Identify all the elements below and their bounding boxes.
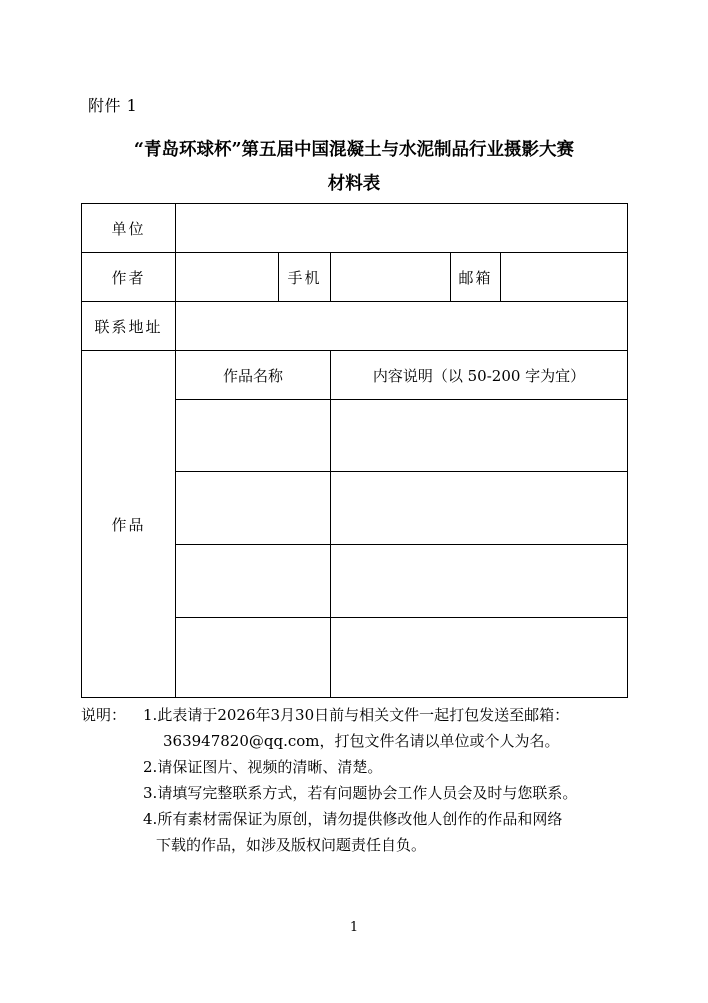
header-work-name: 作品名称 <box>176 351 331 400</box>
note-1-number: 1. <box>143 706 158 724</box>
notes-heading: 说明： <box>81 706 127 724</box>
page-title-line-2: 材料表 <box>327 174 381 194</box>
field-work-desc[interactable] <box>331 400 628 472</box>
table-row-address <box>82 302 628 351</box>
note-item-3 <box>81 780 641 806</box>
label-unit: 单位 <box>82 204 176 253</box>
field-work-name[interactable] <box>176 400 331 472</box>
label-address: 联系地址 <box>82 302 176 351</box>
page-title-line-1: “青岛环球杯”第五届中国混凝土与水泥制品行业摄影大赛 <box>133 140 575 160</box>
note-3-number: 3. <box>143 784 158 802</box>
label-author: 作者 <box>82 253 176 302</box>
note-item-4-line-2 <box>81 832 641 858</box>
note-1-text: 此表请于2026年3月30日前与相关文件一起打包发送至邮箱： <box>157 706 570 724</box>
field-work-desc[interactable] <box>331 472 628 545</box>
field-work-name[interactable] <box>176 618 331 698</box>
label-email: 邮箱 <box>451 253 501 302</box>
note-2-number: 2. <box>143 758 158 776</box>
label-works: 作品 <box>82 351 176 698</box>
note-3-text: 请填写完整联系方式，若有问题协会工作人员会及时与您联系。 <box>157 784 578 802</box>
field-work-name[interactable] <box>176 472 331 545</box>
field-address[interactable] <box>176 302 628 351</box>
field-unit[interactable] <box>176 204 628 253</box>
table-row-author <box>82 253 628 302</box>
note-item-1-line-2 <box>81 728 641 754</box>
notes-section <box>81 702 641 858</box>
table-row-unit <box>82 204 628 253</box>
page-title <box>81 133 627 201</box>
field-work-name[interactable] <box>176 545 331 618</box>
field-work-desc[interactable] <box>331 618 628 698</box>
note-item-2 <box>81 754 641 780</box>
note-4-text-cont: 下载的作品，如涉及版权问题责任自负。 <box>156 836 427 854</box>
field-mobile[interactable] <box>331 253 451 302</box>
note-4-number: 4. <box>143 810 158 828</box>
note-item-1-line-1 <box>81 702 641 728</box>
field-email[interactable] <box>501 253 628 302</box>
table-row-works-header <box>82 351 628 400</box>
note-4-text: 所有素材需保证为原创，请勿提供修改他人创作的作品和网络 <box>157 810 563 828</box>
page-number: 1 <box>349 920 359 935</box>
field-author[interactable] <box>176 253 279 302</box>
attachment-label: 附件 1 <box>88 96 138 115</box>
materials-form-table <box>81 203 628 698</box>
label-mobile: 手机 <box>279 253 331 302</box>
header-work-desc: 内容说明（以 50-200 字为宜） <box>331 351 628 400</box>
note-item-4-line-1 <box>81 806 641 832</box>
submission-email: 363947820@qq.com <box>163 732 320 750</box>
note-2-text: 请保证图片、视频的清晰、清楚。 <box>157 758 383 776</box>
note-1-text-rest: ，打包文件名请以单位或个人为名。 <box>319 732 560 750</box>
field-work-desc[interactable] <box>331 545 628 618</box>
